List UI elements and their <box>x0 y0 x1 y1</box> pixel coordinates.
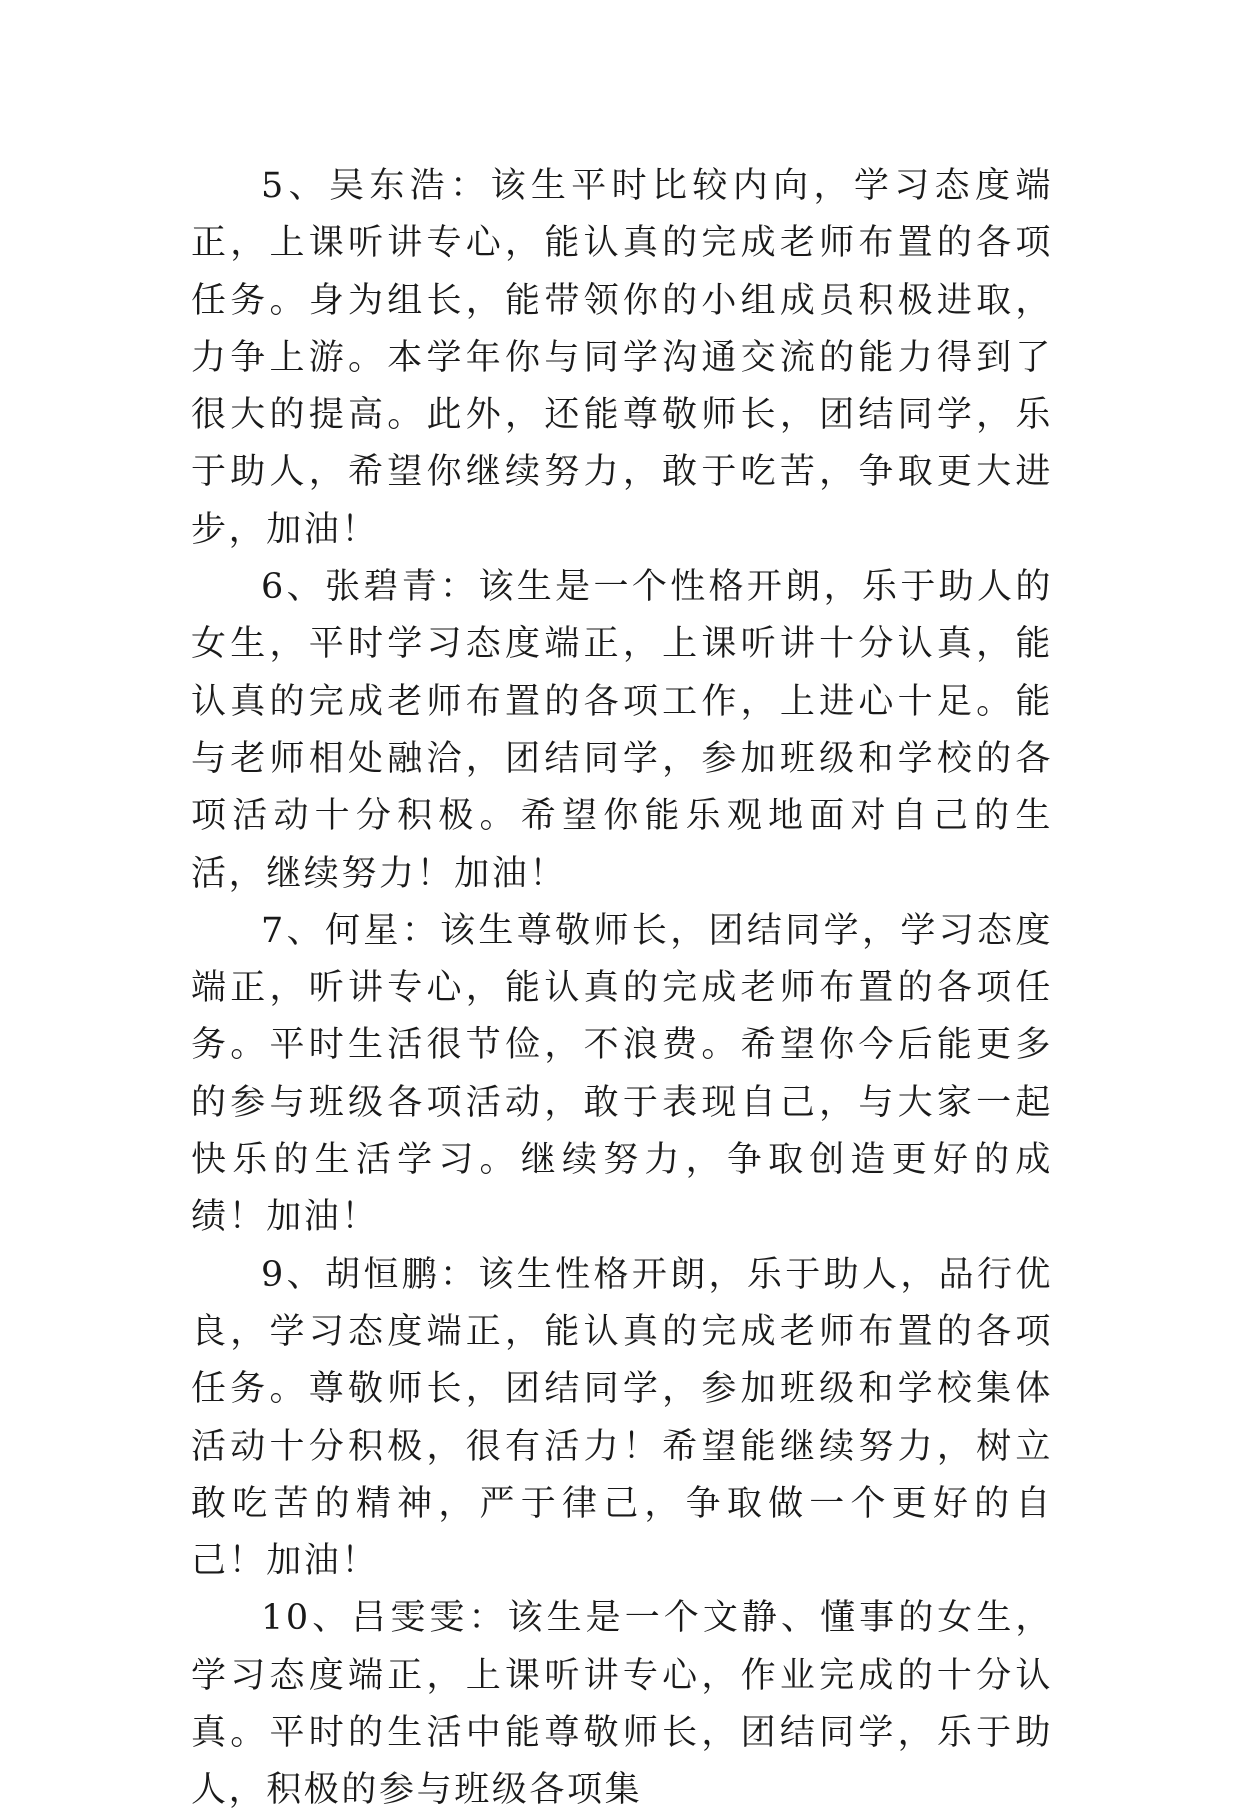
comment-paragraph-5: 5、吴东浩：该生平时比较内向，学习态度端正，上课听讲专心，能认真的完成老师布置的各项任务。身为组长，能带领你的小组成员积极进取，力争上游。本学年你与同学沟通交流的能力得到了很大的提高。此外，还能尊敬师长，团结同学，乐于助人，希望你继续努力，敢于吃苦，争取更大进步，加油！ <box>191 166 1053 550</box>
comment-paragraph-9: 9、胡恒鹏：该生性格开朗，乐于助人，品行优良，学习态度端正，能认真的完成老师布置的各项任务。尊敬师长，团结同学，参加班级和学校集体活动十分积极，很有活力！希望能继续努力，树立敢吃苦的精神，严于律己，争取做一个更好的自己！加油！ <box>191 1254 1053 1582</box>
comment-paragraph-6: 6、张碧青：该生是一个性格开朗，乐于助人的女生，平时学习态度端正，上课听讲十分认真，能认真的完成老师布置的各项工作，上进心十足。能与老师相处融洽，团结同学，参加班级和学校的各项活动十分积极。希望你能乐观地面对自己的生活，继续努力！加油！ <box>191 567 1053 894</box>
document-body <box>191 158 1053 1820</box>
comment-paragraph-10: 10、吕雯雯：该生是一个文静、懂事的女生，学习态度端正，上课听讲专心，作业完成的十分认真。平时的生活中能尊敬师长，团结同学，乐于助人，积极的参与班级各项集 <box>191 1598 1053 1811</box>
comment-paragraph-7: 7、何星：该生尊敬师长，团结同学，学习态度端正，听讲专心，能认真的完成老师布置的各项任务。平时生活很节俭，不浪费。希望你今后能更多的参与班级各项活动，敢于表现自己，与大家一起快乐的生活学习。继续努力，争取创造更好的成绩！加油！ <box>191 910 1053 1238</box>
